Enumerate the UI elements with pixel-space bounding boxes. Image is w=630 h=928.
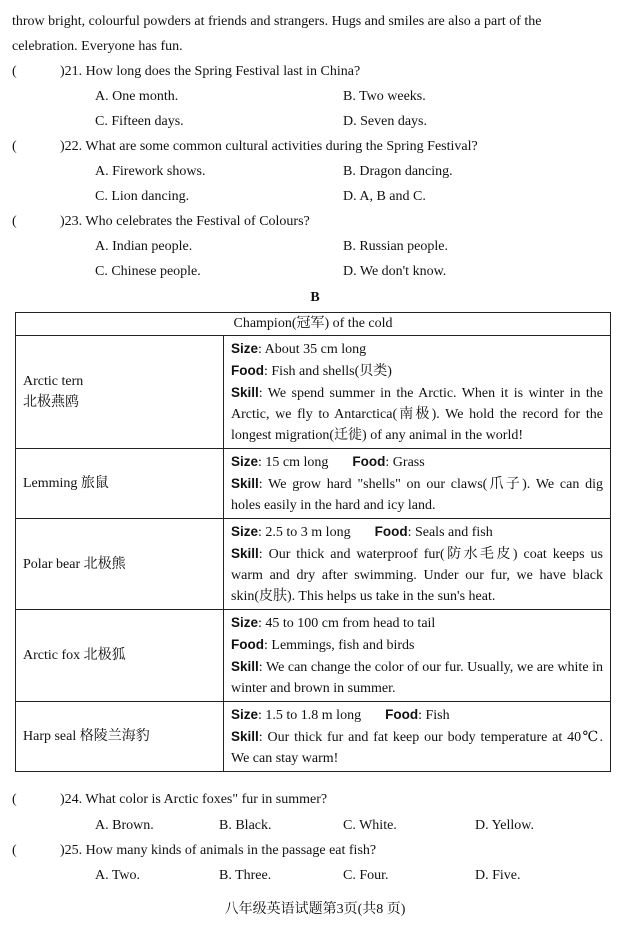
question-25: ( )25. How many kinds of animals in the passage eat fish? xyxy=(12,843,377,858)
table-row xyxy=(16,702,611,772)
option-c: C. White. xyxy=(343,818,397,833)
question-21: ( )21. How long does the Spring Festival last in China? xyxy=(12,64,361,79)
option-d: D. Five. xyxy=(475,868,521,883)
option-a: A. Brown. xyxy=(95,818,154,833)
question-23: ( )23. Who celebrates the Festival of Colours? xyxy=(12,214,310,229)
option-c: C. Four. xyxy=(343,868,389,883)
section-b-heading: B xyxy=(310,290,320,305)
option-b: B. Black. xyxy=(219,818,272,833)
option-c: C. Lion dancing. xyxy=(95,189,190,204)
option-a: A. Two. xyxy=(95,868,141,883)
option-c: C. Fifteen days. xyxy=(95,114,184,129)
question-text: What color is Arctic foxes" fur in summer? xyxy=(85,792,328,807)
answer-blank[interactable]: ( xyxy=(12,792,17,807)
option-d: D. Yellow. xyxy=(475,818,534,833)
animal-name: Arctic fox 北极狐 xyxy=(16,610,224,702)
animal-description: Size: 1.5 to 1.8 m long Food: Fish Skill: Our thick fur and fat keep our body temperature at 40℃. We can stay warm! xyxy=(224,702,611,772)
question-number: 24. xyxy=(64,792,83,807)
passage-line-2: celebration. Everyone has fun. xyxy=(12,39,183,54)
question-number: 23. xyxy=(64,214,83,229)
animal-name: Lemming 旅鼠 xyxy=(16,449,224,519)
animal-description: Size: 45 to 100 cm from head to tail Food: Lemmings, fish and birds Skill: We can change the color of our fur. Usually, we are white in winter and brown in summer. xyxy=(224,610,611,702)
option-b: B. Russian people. xyxy=(343,239,448,254)
question-22: ( )22. What are some common cultural activities during the Spring Festival? xyxy=(12,139,478,154)
table-row xyxy=(16,519,611,610)
table-header: Champion(冠军) of the cold xyxy=(16,313,611,336)
option-a: A. Indian people. xyxy=(95,239,193,254)
animal-name: Harp seal 格陵兰海豹 xyxy=(16,702,224,772)
option-a: A. One month. xyxy=(95,89,179,104)
animal-description: Size: 15 cm long Food: Grass Skill: We grow hard "shells" on our claws(爪子). We can dig holes easily in the hard and icy land. xyxy=(224,449,611,519)
option-d: D. We don't know. xyxy=(343,264,447,279)
page-footer: 八年级英语试题第3页(共8 页) xyxy=(224,902,406,917)
answer-blank[interactable]: ( xyxy=(12,64,17,79)
question-number: 21. xyxy=(64,64,83,79)
option-b: B. Dragon dancing. xyxy=(343,164,453,179)
option-b: B. Two weeks. xyxy=(343,89,426,104)
option-a: A. Firework shows. xyxy=(95,164,206,179)
option-c: C. Chinese people. xyxy=(95,264,201,279)
table-row xyxy=(16,449,611,519)
animal-name: Arctic tern 北极燕鸥 xyxy=(16,336,224,449)
question-number: 25. xyxy=(64,843,83,858)
question-text: How long does the Spring Festival last in China? xyxy=(85,64,361,79)
question-text: Who celebrates the Festival of Colours? xyxy=(85,214,310,229)
animal-name: Polar bear 北极熊 xyxy=(16,519,224,610)
table-row xyxy=(16,336,611,449)
table-row xyxy=(16,610,611,702)
option-d: D. Seven days. xyxy=(343,114,427,129)
question-text: What are some common cultural activities during the Spring Festival? xyxy=(85,139,478,154)
question-24: ( )24. What color is Arctic foxes" fur in summer? xyxy=(12,792,328,807)
option-d: D. A, B and C. xyxy=(343,189,426,204)
answer-blank[interactable]: ( xyxy=(12,139,17,154)
animals-table xyxy=(15,312,611,772)
animal-description: Size: 2.5 to 3 m long Food: Seals and fish Skill: Our thick and waterproof fur(防水毛皮) coat keeps us warm and dry after swimming. Under our fur, we have black skin(皮肤). This helps us take in the sun's heat. xyxy=(224,519,611,610)
animal-description: Size: About 35 cm long Food: Fish and shells(贝类) Skill: We spend summer in the Arctic. When it is winter in the Arctic, we fly to Antarctica(南极). We hold the record for the longest migration(迁徙) of any animal in the world! xyxy=(224,336,611,449)
option-b: B. Three. xyxy=(219,868,272,883)
question-number: 22. xyxy=(64,139,83,154)
answer-blank[interactable]: ( xyxy=(12,214,17,229)
passage-line-1: throw bright, colourful powders at friends and strangers. Hugs and smiles are also a part of the xyxy=(12,14,542,29)
answer-blank[interactable]: ( xyxy=(12,843,17,858)
question-text: How many kinds of animals in the passage eat fish? xyxy=(85,843,377,858)
